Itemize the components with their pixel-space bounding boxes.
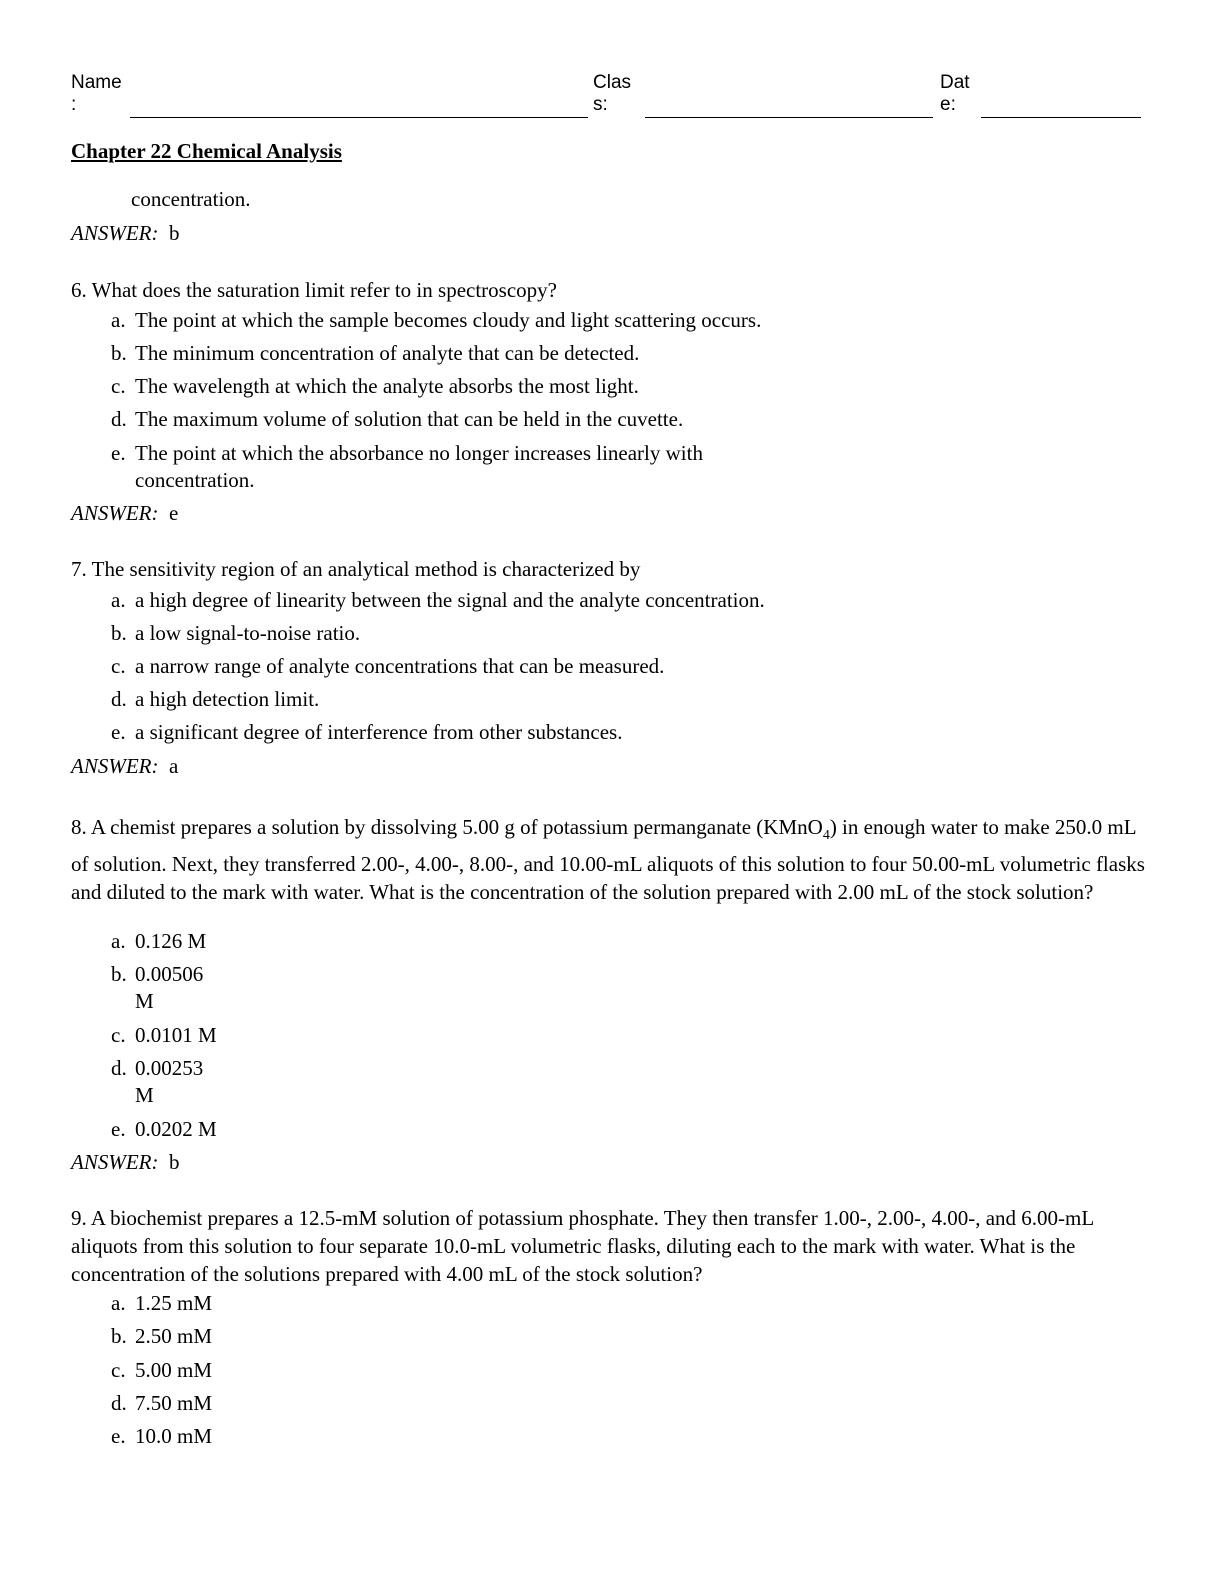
q6-answer: ANSWER: e xyxy=(71,501,179,525)
q6-option-a: a. The point at which the sample becomes cloudy and light scattering occurs. xyxy=(111,308,762,332)
q7-option-b: b. a low signal-to-noise ratio. xyxy=(111,621,361,645)
q9-option-e: e. 10.0 mM xyxy=(111,1424,213,1448)
q9-option-d: d. 7.50 mM xyxy=(111,1391,213,1415)
prev-answer: ANSWER: b xyxy=(71,221,180,245)
chapter-title: Chapter 22 Chemical Analysis xyxy=(71,139,342,163)
q9-option-b: b. 2.50 mM xyxy=(111,1324,213,1348)
q6-option-e: e. The point at which the absorbance no longer increases linearly with xyxy=(111,441,703,465)
question-8-stem: 8. A chemist prepares a solution by dissolving 5.00 g of potassium permanganate (KMnO$_4$) in enough water to make 250.0 mL of solution. Next, they transferred 2.00-, 4.00-, 8.00-, and 10.00-mL aliquots of this solution to four 50.00-mL volumetric flasks and diluted to the mark with water. What is the concentration of the solution prepared with 2.00 mL of the stock solution? xyxy=(71,815,1145,905)
q7-option-a: a. a high degree of linearity between the signal and the analyte concentration. xyxy=(111,588,765,612)
q8-option-b-cont: M xyxy=(135,989,154,1013)
q8-answer: ANSWER: b xyxy=(71,1150,180,1174)
q7-option-c: c. a narrow range of analyte concentrations that can be measured. xyxy=(111,654,665,678)
date-label: Dat e: xyxy=(940,72,970,115)
q8-option-d: d. 0.00253 xyxy=(111,1056,204,1080)
class-label: Clas s: xyxy=(593,72,632,115)
q7-option-d: d. a high detection limit. xyxy=(111,687,320,711)
date-field-line[interactable] xyxy=(981,117,1141,118)
q7-answer: ANSWER: a xyxy=(71,754,179,778)
q8-option-b: b. 0.00506 xyxy=(111,962,204,986)
question-6-stem: 6. What does the saturation limit refer to in spectroscopy? xyxy=(71,278,557,302)
name-field-line[interactable] xyxy=(130,117,588,118)
q8-option-a: a. 0.126 M xyxy=(111,929,207,953)
q8-option-e: e. 0.0202 M xyxy=(111,1117,217,1141)
q8-option-c: c. 0.0101 M xyxy=(111,1023,217,1047)
q6-option-c: c. The wavelength at which the analyte absorbs the most light. xyxy=(111,374,639,398)
prev-continuation: concentration. xyxy=(131,187,251,211)
q6-option-d: d. The maximum volume of solution that can be held in the cuvette. xyxy=(111,407,684,431)
question-7-stem: 7. The sensitivity region of an analytical method is characterized by xyxy=(71,557,641,581)
q7-option-e: e. a significant degree of interference from other substances. xyxy=(111,720,623,744)
question-9-stem: 9. A biochemist prepares a 12.5-mM solution of potassium phosphate. They then transfer 1.00-, 2.00-, 4.00-, and 6.00-mL aliquots from this solution to four separate 10.0-mL volumetric flasks, diluting each to the mark with water. What is the concentration of the solutions prepared with 4.00 mL of the stock solution? xyxy=(71,1206,1094,1286)
q6-option-b: b. The minimum concentration of analyte that can be detected. xyxy=(111,341,640,365)
class-field-line[interactable] xyxy=(645,117,933,118)
q9-option-c: c. 5.00 mM xyxy=(111,1358,213,1382)
q8-option-d-cont: M xyxy=(135,1083,154,1107)
q9-option-a: a. 1.25 mM xyxy=(111,1291,213,1315)
q6-option-e-cont: concentration. xyxy=(135,468,255,492)
name-label: Name : xyxy=(71,72,122,115)
